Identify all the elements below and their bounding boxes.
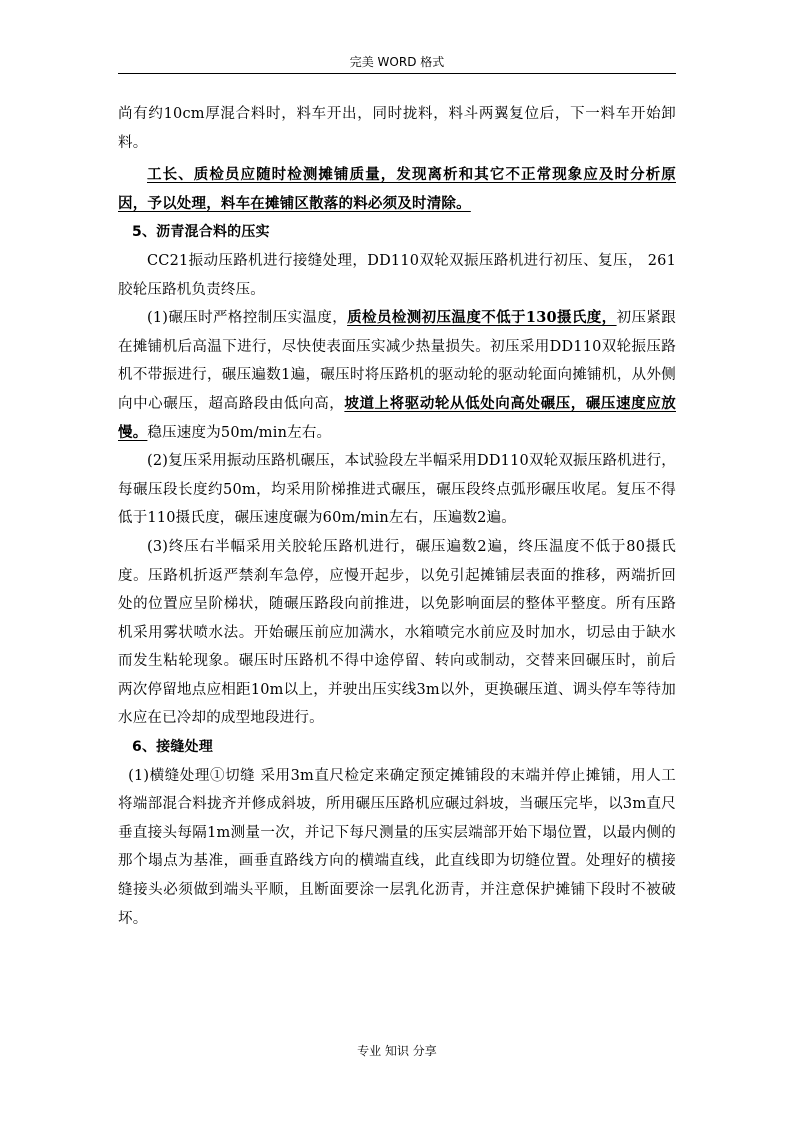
header-rule [118,73,676,74]
paragraph-continuation: 尚有约10cm厚混合料时，料车开出，同时拢料，料斗两翼复位后，下一料车开始卸料。 [118,106,676,151]
paragraph-re-compaction: (2)复压采用振动压路机碾压，本试验段左半幅采用DD110双轮双振压路机进行，每碾压段长度约50m，均采用阶梯推进式碾压，碾压段终点弧形碾压收尾。复压不得低于110摄氏度，碾压速度碾为60m/min左右，压遍数2遍。 [118,453,676,527]
initial-compaction-text-1: (1)碾压时严格控制压实温度， [147,310,348,327]
paragraph-initial-compaction [118,304,676,447]
page-footer: 专业 知识 分享 [357,1044,437,1058]
paragraph-quality-check: 工长、质检员应随时检测摊铺质量，发现离析和其它不正常现象应及时分析原因，予以处理，料车在摊铺区散落的料必须及时清除。 [118,166,676,212]
paragraph-transverse-joint: (1)横缝处理①切缝 采用3m直尺检定来确定预定摊铺段的末端并停止摊铺，用人工将端部混合料拢齐并修成斜坡，所用碾压压路机应碾过斜坡，当碾压完毕，以3m直尺垂直接头每隔1m测量一次，并记下每尺测量的压实层端部开始下塌位置，以最内侧的那个塌点为基准，画垂直路线方向的横端直线，此直线即为切缝位置。处理好的横接缝接头必须做到端头平顺，且断面要涂一层乳化沥青，并注意保护摊铺下段时不被破坏。 [118,767,676,927]
initial-compaction-text-3: 稳压速度为50m/min左右。 [147,424,332,441]
section-heading-compaction: 5、沥青混合料的压实 [132,224,270,241]
page-header: 完美 WORD 格式 [349,55,445,69]
document-body [118,100,676,933]
section-heading-joints: 6、接缝处理 [132,739,213,756]
slope-rolling-emphasis: 坡道上将驱动轮从低处向高处碾压，碾压速度应放慢。 [118,394,676,441]
paragraph-roller-assignment: CC21振动压路机进行接缝处理，DD110双轮双振压路机进行初压、复压， 261胶轮压路机负责终压。 [118,252,676,298]
paragraph-final-compaction: (3)终压右半幅采用关胶轮压路机进行，碾压遍数2遍，终压温度不低于80摄氏度。压路机折返严禁刹车急停，应慢开起步，以免引起摊铺层表面的推移，两端折回处的位置应呈阶梯状，随碾压路段向前推进，以免影响面层的整体平整度。所有压路机采用雾状喷水法。开始碾压前应加满水，水箱喷完水前应及时加水，切忌由于缺水而发生粘轮现象。碾压时压路机不得中途停留、转向或制动，交替来回碾压时，前后两次停留地点应相距10m以上，并驶出压实线3m以外，更换碾压道、调头停车等待加水应在已冷却的成型地段进行。 [118,538,676,727]
initial-compaction-text-2: 初压紧跟在摊铺机后高温下进行，尽快使表面压实减少热量损失。初压采用DD110双轮振压路机不带振进行，碾压遍数1遍，碾压时将压路机的驱动轮的驱动轮面向摊铺机，从外侧向中心碾压，超高路段由低向高， [118,310,676,412]
initial-temp-emphasis: 质检员检测初压温度不低于130摄氏度， [347,309,617,327]
